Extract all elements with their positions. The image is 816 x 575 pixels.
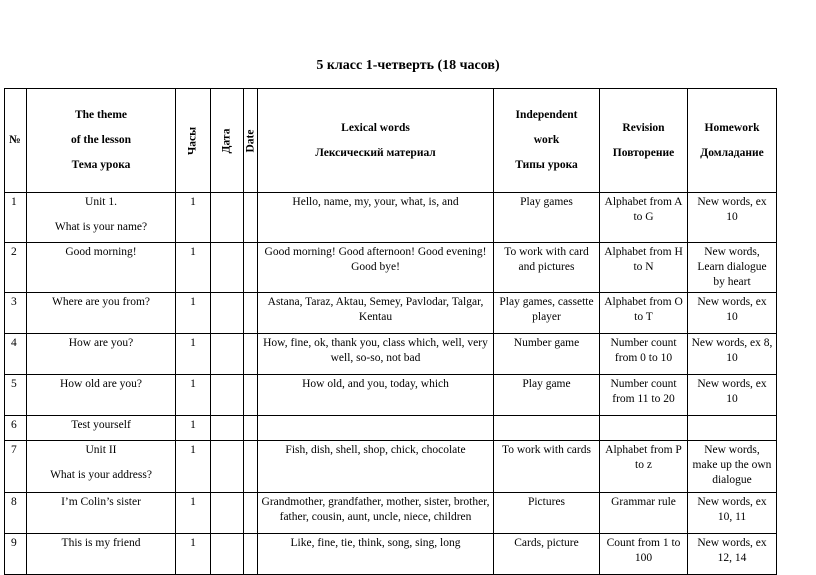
row-independent: Cards, picture bbox=[494, 534, 600, 575]
row-theme-line: Unit 1. bbox=[85, 196, 117, 208]
header-theme-line: of the lesson bbox=[70, 134, 132, 146]
row-theme-line: How are you? bbox=[68, 337, 134, 349]
row-lexical: Grandmother, grandfather, mother, sister, brother, father, cousin, aunt, uncle, niece, children bbox=[258, 493, 494, 534]
row-date-en bbox=[244, 293, 258, 334]
row-theme bbox=[27, 193, 176, 243]
row-date-en bbox=[244, 493, 258, 534]
header-revision-line: Revision bbox=[622, 121, 665, 134]
row-date-en bbox=[244, 375, 258, 416]
header-number: № bbox=[5, 89, 27, 193]
row-theme bbox=[27, 243, 176, 293]
table-row bbox=[5, 493, 777, 534]
row-homework: New words, Learn dialogue by heart bbox=[688, 243, 777, 293]
row-revision: Alphabet from P to z bbox=[600, 441, 688, 493]
header-hours-label: Часы bbox=[186, 126, 199, 155]
header-theme-line: Тема урока bbox=[71, 159, 131, 171]
row-theme bbox=[27, 416, 176, 441]
row-theme-line: Unit II bbox=[85, 444, 117, 456]
row-revision: Count from 1 to 100 bbox=[600, 534, 688, 575]
row-number: 4 bbox=[5, 334, 27, 375]
row-revision bbox=[600, 416, 688, 441]
row-homework: New words, make up the own dialogue bbox=[688, 441, 777, 493]
row-revision: Alphabet from O to T bbox=[600, 293, 688, 334]
row-revision: Number count from 11 to 20 bbox=[600, 375, 688, 416]
row-date-en bbox=[244, 193, 258, 243]
row-homework: New words, ex 10, 11 bbox=[688, 493, 777, 534]
row-lexical: Like, fine, tie, think, song, sing, long bbox=[258, 534, 494, 575]
row-revision: Grammar rule bbox=[600, 493, 688, 534]
row-hours: 1 bbox=[176, 441, 211, 493]
row-homework: New words, ex 10 bbox=[688, 293, 777, 334]
row-hours: 1 bbox=[176, 493, 211, 534]
page-title: 5 класс 1-четверть (18 часов) bbox=[316, 58, 500, 73]
row-homework: New words, ex 10 bbox=[688, 193, 777, 243]
row-hours: 1 bbox=[176, 534, 211, 575]
row-date-en bbox=[244, 334, 258, 375]
header-lexical-line: Лексический материал bbox=[315, 146, 436, 159]
table-row bbox=[5, 416, 777, 441]
header-homework-line: Домладание bbox=[700, 146, 764, 159]
table-body bbox=[5, 193, 777, 575]
header-revision-line: Повторение bbox=[612, 146, 675, 159]
table-row bbox=[5, 334, 777, 375]
row-hours: 1 bbox=[176, 334, 211, 375]
row-number: 9 bbox=[5, 534, 27, 575]
row-homework: New words, ex 8, 10 bbox=[688, 334, 777, 375]
row-lexical: Good morning! Good afternoon! Good evening! Good bye! bbox=[258, 243, 494, 293]
row-date-ru bbox=[211, 243, 244, 293]
row-lexical: Hello, name, my, your, what, is, and bbox=[258, 193, 494, 243]
row-independent: Number game bbox=[494, 334, 600, 375]
header-lexical bbox=[258, 89, 494, 193]
row-lexical bbox=[258, 416, 494, 441]
header-theme bbox=[27, 89, 176, 193]
row-theme-line: Test yourself bbox=[71, 419, 131, 431]
header-homework bbox=[688, 89, 777, 193]
table-row bbox=[5, 534, 777, 575]
row-theme bbox=[27, 441, 176, 493]
row-independent: Pictures bbox=[494, 493, 600, 534]
table-row bbox=[5, 243, 777, 293]
row-date-ru bbox=[211, 534, 244, 575]
table-row bbox=[5, 193, 777, 243]
row-theme-line: Good morning! bbox=[65, 246, 137, 258]
row-homework bbox=[688, 416, 777, 441]
row-theme bbox=[27, 293, 176, 334]
header-lexical-line: Lexical words bbox=[341, 121, 410, 134]
row-theme bbox=[27, 375, 176, 416]
header-date-ru bbox=[211, 89, 244, 193]
row-theme-line: What is your address? bbox=[50, 469, 152, 481]
row-independent bbox=[494, 416, 600, 441]
row-date-en bbox=[244, 534, 258, 575]
row-date-ru bbox=[211, 375, 244, 416]
row-date-ru bbox=[211, 334, 244, 375]
row-theme-line: I’m Colin’s sister bbox=[61, 496, 141, 508]
row-number: 8 bbox=[5, 493, 27, 534]
header-independent-line: work bbox=[533, 134, 560, 146]
row-date-ru bbox=[211, 293, 244, 334]
row-theme bbox=[27, 493, 176, 534]
row-theme bbox=[27, 334, 176, 375]
header-hours bbox=[176, 89, 211, 193]
table-row bbox=[5, 375, 777, 416]
row-revision: Alphabet from H to N bbox=[600, 243, 688, 293]
header-row bbox=[5, 89, 777, 193]
row-date-en bbox=[244, 243, 258, 293]
row-revision: Number count from 0 to 10 bbox=[600, 334, 688, 375]
row-theme-line: What is your name? bbox=[54, 221, 148, 233]
row-date-ru bbox=[211, 441, 244, 493]
row-independent: To work with cards bbox=[494, 441, 600, 493]
row-independent: Play game bbox=[494, 375, 600, 416]
header-date-ru-label: Дата bbox=[220, 128, 233, 153]
row-lexical: Astana, Taraz, Aktau, Semey, Pavlodar, Talgar, Kentau bbox=[258, 293, 494, 334]
row-number: 5 bbox=[5, 375, 27, 416]
lesson-plan-table bbox=[4, 88, 777, 575]
row-date-en bbox=[244, 416, 258, 441]
row-hours: 1 bbox=[176, 243, 211, 293]
row-homework: New words, ex 12, 14 bbox=[688, 534, 777, 575]
row-number: 7 bbox=[5, 441, 27, 493]
header-independent-line: Independent bbox=[515, 109, 578, 121]
row-theme-line: How old are you? bbox=[59, 378, 143, 390]
header-date-en-label: Date bbox=[244, 129, 256, 152]
header-date-en bbox=[244, 89, 258, 193]
table-row bbox=[5, 293, 777, 334]
row-number: 1 bbox=[5, 193, 27, 243]
row-theme-line: This is my friend bbox=[61, 537, 141, 549]
row-homework: New words, ex 10 bbox=[688, 375, 777, 416]
row-date-ru bbox=[211, 416, 244, 441]
row-lexical: How old, and you, today, which bbox=[258, 375, 494, 416]
row-revision: Alphabet from A to G bbox=[600, 193, 688, 243]
header-homework-line: Homework bbox=[704, 121, 760, 134]
row-independent: To work with card and pictures bbox=[494, 243, 600, 293]
row-number: 6 bbox=[5, 416, 27, 441]
row-hours: 1 bbox=[176, 293, 211, 334]
row-date-ru bbox=[211, 193, 244, 243]
row-lexical: How, fine, ok, thank you, class which, well, very well, so-so, not bad bbox=[258, 334, 494, 375]
row-hours: 1 bbox=[176, 193, 211, 243]
row-independent: Play games bbox=[494, 193, 600, 243]
row-date-en bbox=[244, 441, 258, 493]
header-revision bbox=[600, 89, 688, 193]
row-theme-line: Where are you from? bbox=[51, 296, 150, 308]
row-number: 2 bbox=[5, 243, 27, 293]
row-hours: 1 bbox=[176, 375, 211, 416]
table-row bbox=[5, 441, 777, 493]
row-hours: 1 bbox=[176, 416, 211, 441]
row-number: 3 bbox=[5, 293, 27, 334]
row-lexical: Fish, dish, shell, shop, chick, chocolate bbox=[258, 441, 494, 493]
row-independent: Play games, cassette player bbox=[494, 293, 600, 334]
header-theme-line: The theme bbox=[74, 109, 128, 121]
row-date-ru bbox=[211, 493, 244, 534]
row-theme bbox=[27, 534, 176, 575]
header-independent bbox=[494, 89, 600, 193]
header-independent-line: Типы урока bbox=[515, 159, 578, 171]
